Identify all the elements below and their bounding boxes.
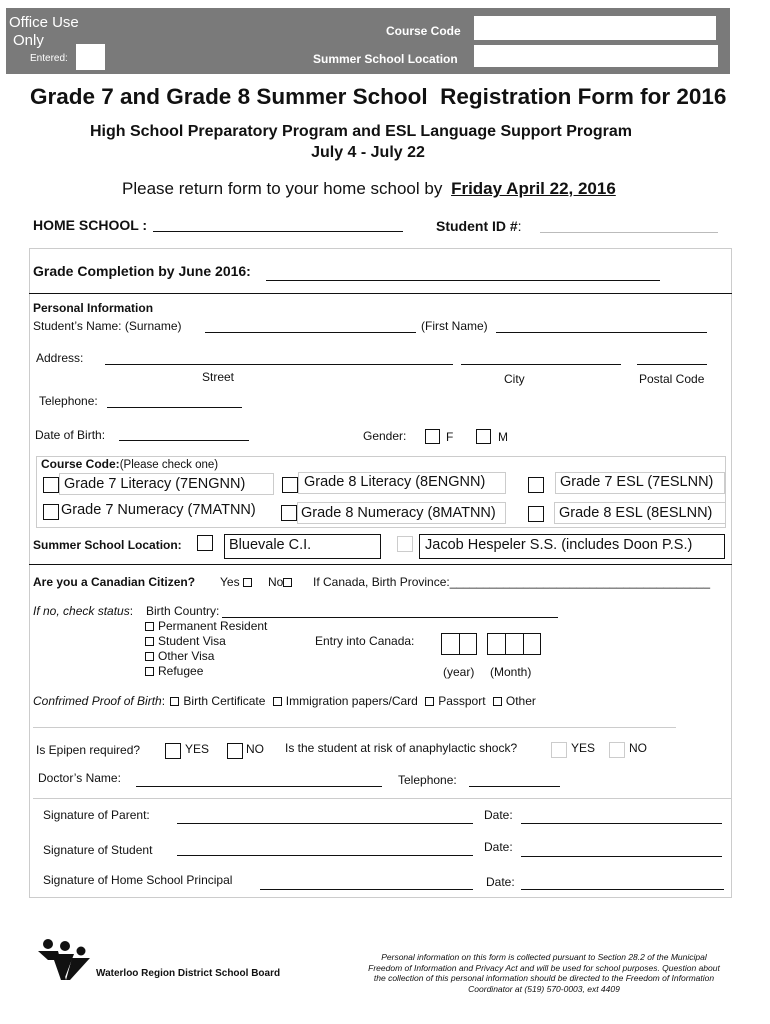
principal-signature-label: Signature of Home School Principal bbox=[43, 873, 233, 887]
bluevale-checkbox[interactable] bbox=[197, 535, 213, 551]
student-date-label: Date: bbox=[484, 840, 513, 854]
grade7-numeracy-checkbox[interactable] bbox=[43, 504, 59, 520]
gender-f-label: F bbox=[446, 430, 454, 444]
form-frame bbox=[29, 248, 732, 898]
grade7-numeracy-label: Grade 7 Numeracy (7MATNN) bbox=[61, 502, 256, 518]
page-title: Grade 7 and Grade 8 Summer School Registration Form for 2016 bbox=[30, 84, 727, 109]
office-use-only: Only bbox=[13, 32, 44, 49]
student-signature-label: Signature of Student bbox=[43, 843, 153, 857]
epipen-no-label: NO bbox=[246, 742, 264, 756]
anaphylactic-yes-checkbox[interactable] bbox=[551, 742, 567, 758]
citizen-no-checkbox[interactable] bbox=[283, 578, 292, 587]
citizen-yes-checkbox[interactable] bbox=[243, 578, 252, 587]
postal-code-label: Postal Code bbox=[639, 372, 705, 386]
course-code-label: Course Code bbox=[386, 24, 461, 38]
parent-date-label: Date: bbox=[484, 808, 513, 822]
citizen-question: Are you a Canadian Citizen? bbox=[33, 575, 196, 589]
proof-passport-checkbox[interactable] bbox=[425, 697, 434, 706]
subtitle-dates: July 4 - July 22 bbox=[311, 144, 425, 161]
principal-date-field[interactable] bbox=[521, 889, 724, 890]
return-text: Please return form to your home school by bbox=[122, 179, 443, 198]
grade-completion-label: Grade Completion by June 2016: bbox=[33, 263, 251, 279]
status-student-visa[interactable]: Student Visa bbox=[145, 634, 267, 649]
summer-school-location-label: Summer School Location bbox=[313, 52, 458, 66]
telephone-field[interactable] bbox=[107, 407, 242, 408]
proof-immigration-checkbox[interactable] bbox=[273, 697, 282, 706]
grade7-esl-checkbox[interactable] bbox=[528, 477, 544, 493]
gender-m-label: M bbox=[498, 430, 508, 444]
grade7-literacy-checkbox[interactable] bbox=[43, 477, 59, 493]
status-checkbox[interactable] bbox=[145, 637, 154, 646]
doctor-name-label: Doctor’s Name: bbox=[38, 771, 121, 785]
gender-label: Gender: bbox=[363, 429, 407, 443]
principal-date-label: Date: bbox=[486, 875, 515, 889]
subtitle-program: High School Preparatory Program and ESL Language Support Program bbox=[89, 123, 632, 140]
jacob-hespeler-label: Jacob Hespeler S.S. (includes Doon P.S.) bbox=[425, 537, 693, 553]
month-label: (Month) bbox=[490, 665, 532, 679]
status-checkbox[interactable] bbox=[145, 667, 154, 676]
telephone-label: Telephone: bbox=[39, 394, 98, 408]
address-label: Address: bbox=[36, 351, 84, 365]
office-use-label: Office Use bbox=[9, 14, 79, 31]
epipen-yes-checkbox[interactable] bbox=[165, 743, 181, 759]
student-id-field[interactable] bbox=[540, 232, 718, 233]
personal-info-heading: Personal Information bbox=[33, 301, 154, 315]
grade7-esl-label: Grade 7 ESL (7ESLNN) bbox=[560, 474, 714, 490]
status-other-visa[interactable]: Other Visa bbox=[145, 649, 267, 664]
birth-country-label: Birth Country: bbox=[146, 604, 220, 618]
status-checkbox[interactable] bbox=[145, 652, 154, 661]
grade8-esl-label: Grade 8 ESL (8ESLNN) bbox=[559, 505, 713, 521]
anaphylactic-no-label: NO bbox=[629, 741, 647, 755]
jacob-hespeler-checkbox[interactable] bbox=[397, 536, 413, 552]
anaphylactic-yes-label: YES bbox=[571, 741, 596, 755]
entry-month-boxes[interactable] bbox=[487, 633, 541, 655]
anaphylactic-label: Is the student at risk of anaphylactic shock? bbox=[285, 741, 518, 755]
epipen-no-checkbox[interactable] bbox=[227, 743, 243, 759]
first-name-label: (First Name) bbox=[421, 319, 488, 333]
parent-signature-field[interactable] bbox=[177, 823, 473, 824]
gender-m-checkbox[interactable] bbox=[476, 429, 491, 444]
student-signature-field[interactable] bbox=[177, 855, 473, 856]
if-no-label: If no, check status: bbox=[33, 604, 134, 618]
entered-label: Entered: bbox=[30, 53, 68, 64]
birth-province[interactable]: If Canada, Birth Province:_______________________________________ bbox=[313, 575, 711, 589]
grade-completion-field[interactable] bbox=[266, 280, 660, 281]
proof-divider bbox=[33, 727, 676, 728]
return-date: Friday April 22, 2016 bbox=[451, 179, 616, 198]
citizen-no-option[interactable]: No bbox=[268, 575, 296, 589]
proof-of-birth-row: Confrimed Proof of Birth: Birth Certificate Immigration papers/Card Passport Other bbox=[33, 694, 536, 708]
status-refugee[interactable]: Refugee bbox=[145, 664, 267, 679]
parent-signature-label: Signature of Parent: bbox=[43, 808, 150, 822]
doctor-telephone-label: Telephone: bbox=[398, 773, 457, 787]
location-label: Summer School Location: bbox=[33, 538, 182, 552]
city-label: City bbox=[504, 372, 525, 386]
return-instruction bbox=[122, 179, 616, 199]
street-label: Street bbox=[202, 370, 235, 384]
bluevale-label: Bluevale C.I. bbox=[229, 537, 312, 553]
board-name: Waterloo Region District School Board bbox=[96, 968, 281, 979]
grade8-numeracy-checkbox[interactable] bbox=[281, 505, 297, 521]
status-permanent-resident[interactable]: Permanent Resident bbox=[145, 619, 267, 634]
medical-divider bbox=[33, 798, 732, 799]
entry-year-boxes[interactable] bbox=[441, 633, 477, 655]
location-divider bbox=[29, 564, 732, 565]
entered-field[interactable] bbox=[76, 44, 105, 70]
section-divider bbox=[29, 293, 732, 294]
grade8-esl-checkbox[interactable] bbox=[528, 506, 544, 522]
student-date-field[interactable] bbox=[521, 856, 722, 857]
course-code-field[interactable] bbox=[474, 16, 716, 40]
doctor-name-field[interactable] bbox=[136, 786, 382, 787]
surname-label: Student’s Name: (Surname) bbox=[33, 319, 182, 333]
home-school-label: HOME SCHOOL : bbox=[33, 217, 148, 233]
privacy-notice: Personal information on this form is collected pursuant to Section 28.2 of the Municipal Freedom of Information and Privacy Act and will be used for school purposes. Question about the collection of this personal information should be directed to the Freedom of Information Coordinator at (519) 570-0003, ext 4409 bbox=[368, 952, 720, 994]
course-code-heading: Course Code:(Please check one) bbox=[41, 457, 219, 471]
grade8-numeracy-label: Grade 8 Numeracy (8MATNN) bbox=[301, 505, 496, 521]
city-field[interactable] bbox=[461, 364, 621, 365]
wrdsb-figures-logo-icon bbox=[36, 938, 92, 982]
grade8-literacy-label: Grade 8 Literacy (8ENGNN) bbox=[304, 474, 486, 490]
grade7-literacy-label: Grade 7 Literacy (7ENGNN) bbox=[64, 476, 246, 492]
doctor-telephone-field[interactable] bbox=[469, 786, 560, 787]
anaphylactic-no-checkbox[interactable] bbox=[609, 742, 625, 758]
summer-school-location-field[interactable] bbox=[474, 45, 718, 67]
year-label: (year) bbox=[443, 665, 475, 679]
dob-field[interactable] bbox=[119, 440, 249, 441]
proof-birth-certificate-checkbox[interactable] bbox=[170, 697, 179, 706]
surname-field[interactable] bbox=[205, 332, 416, 333]
dob-label: Date of Birth: bbox=[35, 428, 106, 442]
epipen-label: Is Epipen required? bbox=[36, 743, 141, 757]
first-name-field[interactable] bbox=[496, 332, 707, 333]
parent-date-field[interactable] bbox=[521, 823, 722, 824]
citizen-yes-option[interactable]: Yes bbox=[220, 575, 256, 589]
postal-code-field[interactable] bbox=[637, 364, 707, 365]
entry-into-canada-label: Entry into Canada: bbox=[315, 634, 415, 648]
epipen-yes-label: YES bbox=[185, 742, 210, 756]
grade8-literacy-checkbox[interactable] bbox=[282, 477, 298, 493]
gender-f-checkbox[interactable] bbox=[425, 429, 440, 444]
student-id-label: Student ID #: bbox=[436, 218, 522, 234]
status-list bbox=[145, 619, 267, 679]
home-school-field[interactable] bbox=[153, 231, 403, 232]
principal-signature-field[interactable] bbox=[260, 889, 473, 890]
status-checkbox[interactable] bbox=[145, 622, 154, 631]
proof-other-checkbox[interactable] bbox=[493, 697, 502, 706]
street-field[interactable] bbox=[105, 364, 453, 365]
birth-country-field[interactable] bbox=[222, 617, 558, 618]
